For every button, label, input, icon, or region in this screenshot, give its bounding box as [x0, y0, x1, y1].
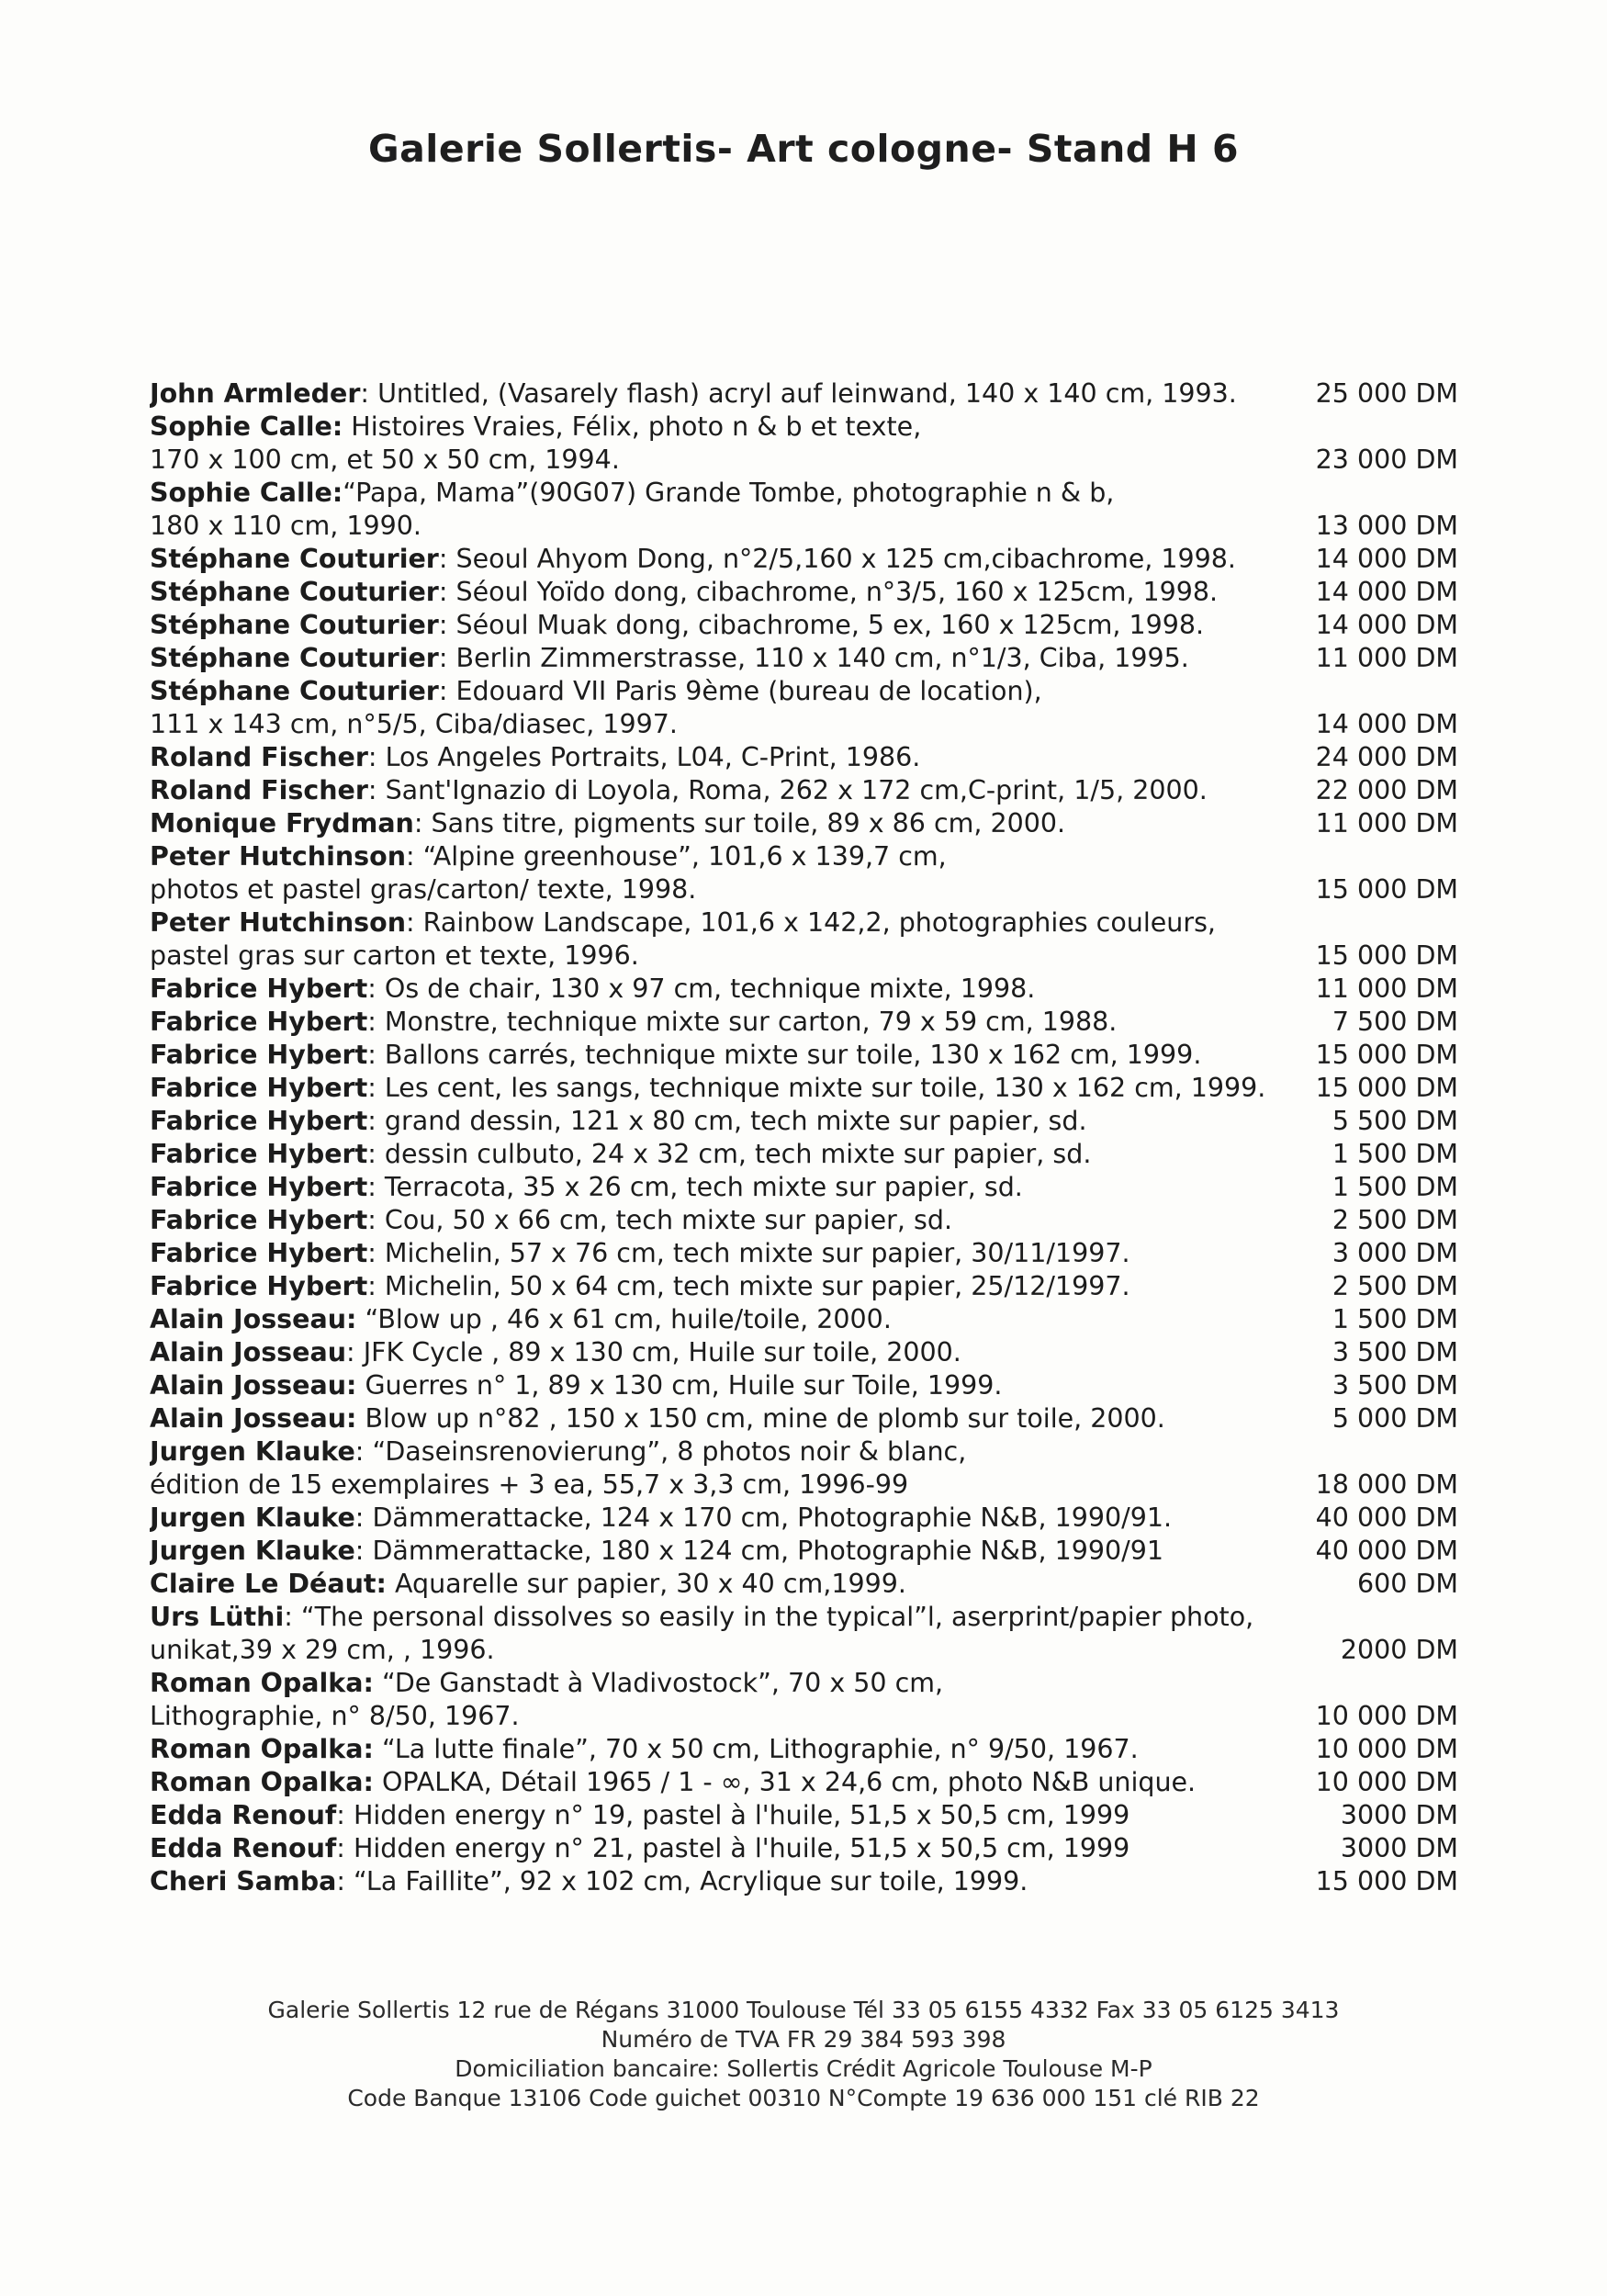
artist-name: Peter Hutchinson	[150, 907, 406, 938]
artist-separator	[374, 1767, 382, 1797]
description-line	[150, 1039, 1293, 1072]
artwork-details: Hidden energy n° 21, pastel à l'huile, 51,5 x 50,5 cm, 1999	[353, 1833, 1130, 1863]
artist-separator: :	[360, 378, 378, 409]
artist-separator: :	[367, 1139, 385, 1169]
artwork-details: Blow up n°82 , 150 x 150 cm, mine de plomb sur toile, 2000.	[365, 1403, 1165, 1434]
artwork-details: Ballons carrés, technique mixte sur toile, 130 x 162 cm, 1999.	[384, 1040, 1202, 1070]
artist-name: Jurgen Klauke	[150, 1503, 355, 1533]
artwork-description	[150, 774, 1293, 807]
artist-name: Stéphane Couturier	[150, 676, 439, 706]
artwork-price: 11 000 DM	[1315, 974, 1458, 1004]
artwork-price: 15 000 DM	[1315, 1866, 1458, 1896]
footer-line: Galerie Sollertis 12 rue de Régans 31000 Toulouse Tél 33 05 6155 4332 Fax 33 05 6125 3413	[267, 1997, 1340, 2023]
artist-name: Sophie Calle:	[150, 411, 343, 442]
artwork-details: “La lutte finale”, 70 x 50 cm, Lithographie, n° 9/50, 1967.	[381, 1734, 1139, 1764]
artwork-details: Michelin, 50 x 64 cm, tech mixte sur papier, 25/12/1997.	[384, 1271, 1130, 1301]
artwork-details: Os de chair, 130 x 97 cm, technique mixte, 1998.	[384, 974, 1036, 1004]
artist-name: Peter Hutchinson	[150, 841, 406, 872]
list-item	[150, 741, 1458, 774]
description-line	[150, 1832, 1293, 1865]
artist-separator	[387, 1569, 395, 1599]
artwork-description	[150, 1171, 1293, 1204]
artwork-price: 3 000 DM	[1332, 1238, 1458, 1268]
artwork-description	[150, 1105, 1293, 1138]
artwork-description	[150, 906, 1293, 973]
description-line	[150, 1105, 1293, 1138]
artwork-description	[150, 973, 1293, 1006]
description-line	[150, 1799, 1293, 1832]
artist-name: Fabrice Hybert	[150, 1106, 368, 1136]
list-item	[150, 543, 1458, 576]
artwork-details: “Alpine greenhouse”, 101,6 x 139,7 cm,	[422, 841, 947, 872]
artwork-price: 2 500 DM	[1332, 1205, 1458, 1235]
artwork-price: 10 000 DM	[1315, 1701, 1458, 1731]
artwork-description	[150, 576, 1293, 609]
artwork-description	[150, 1799, 1293, 1832]
artist-name: Fabrice Hybert	[150, 974, 368, 1004]
artwork-price: 13 000 DM	[1315, 511, 1458, 541]
description-line	[150, 1270, 1293, 1303]
description-line	[150, 609, 1293, 642]
artwork-details: “De Ganstadt à Vladivostock”, 70 x 50 cm,	[381, 1668, 944, 1698]
artwork-description	[150, 1402, 1293, 1435]
description-line	[150, 1138, 1293, 1171]
artwork-details: Berlin Zimmerstrasse, 110 x 140 cm, n°1/3, Ciba, 1995.	[455, 643, 1189, 673]
artwork-price: 7 500 DM	[1332, 1007, 1458, 1037]
artist-name: Roman Opalka:	[150, 1767, 374, 1797]
list-item	[150, 1072, 1458, 1105]
artwork-details: Rainbow Landscape, 101,6 x 142,2, photographies couleurs,	[422, 907, 1216, 938]
artwork-details: OPALKA, Détail 1965 / 1 - ∞, 31 x 24,6 cm, photo N&B unique.	[381, 1767, 1197, 1797]
artwork-details: Séoul Yoïdo dong, cibachrome, n°3/5, 160 x 125cm, 1998.	[455, 577, 1219, 607]
artwork-price: 15 000 DM	[1315, 874, 1458, 905]
description-line	[150, 840, 1293, 873]
artist-name: Alain Josseau:	[150, 1370, 357, 1401]
artwork-description	[150, 1204, 1293, 1237]
artwork-price: 25 000 DM	[1315, 378, 1458, 409]
artist-name: Alain Josseau:	[150, 1403, 357, 1434]
artwork-price: 15 000 DM	[1315, 940, 1458, 971]
artist-name: Alain Josseau:	[150, 1304, 357, 1334]
artwork-price: 15 000 DM	[1315, 1073, 1458, 1103]
list-item	[150, 1138, 1458, 1171]
artwork-details: “La Faillite”, 92 x 102 cm, Acrylique sur toile, 1999.	[354, 1866, 1028, 1896]
artist-name: Jurgen Klauke	[150, 1436, 355, 1467]
artwork-price: 1 500 DM	[1332, 1172, 1458, 1202]
artist-name: Fabrice Hybert	[150, 1139, 368, 1169]
list-item	[150, 1568, 1458, 1601]
artwork-details: Les cent, les sangs, technique mixte sur toile, 130 x 162 cm, 1999.	[384, 1073, 1266, 1103]
artwork-price: 3000 DM	[1340, 1800, 1458, 1830]
artwork-price: 3000 DM	[1340, 1833, 1458, 1863]
artist-separator: :	[336, 1800, 354, 1830]
artist-name: Fabrice Hybert	[150, 1040, 368, 1070]
description-line	[150, 444, 1293, 477]
artwork-description	[150, 1535, 1293, 1568]
list-item	[150, 1303, 1458, 1336]
artist-name: Alain Josseau	[150, 1337, 347, 1367]
artwork-price: 14 000 DM	[1315, 577, 1458, 607]
artist-name: Jurgen Klauke	[150, 1536, 355, 1566]
list-item	[150, 642, 1458, 675]
description-line	[150, 1469, 1293, 1502]
list-item	[150, 1006, 1458, 1039]
artwork-details: Edouard VII Paris 9ème (bureau de location),	[455, 676, 1042, 706]
artwork-details: Lithographie, n° 8/50, 1967.	[150, 1701, 520, 1731]
artist-separator: :	[406, 907, 423, 938]
artwork-details: Hidden energy n° 19, pastel à l'huile, 51,5 x 50,5 cm, 1999	[353, 1800, 1130, 1830]
description-line	[150, 1601, 1293, 1634]
artwork-list	[150, 377, 1458, 1898]
artwork-details: photos et pastel gras/carton/ texte, 1998.	[150, 874, 697, 905]
list-item	[150, 377, 1458, 411]
artwork-price: 3 500 DM	[1332, 1337, 1458, 1367]
description-line	[150, 1700, 1293, 1733]
artwork-description	[150, 377, 1293, 411]
artwork-description	[150, 741, 1293, 774]
artist-separator: :	[438, 544, 456, 574]
artist-name: Edda Renouf	[150, 1833, 337, 1863]
artwork-price: 1 500 DM	[1332, 1304, 1458, 1334]
list-item	[150, 1799, 1458, 1832]
artwork-price: 22 000 DM	[1315, 775, 1458, 805]
artist-separator: :	[336, 1866, 354, 1896]
artist-separator: :	[438, 676, 456, 706]
footer-line: Numéro de TVA FR 29 384 593 398	[601, 2026, 1006, 2053]
artwork-description	[150, 1006, 1293, 1039]
artwork-details: JFK Cycle , 89 x 130 cm, Huile sur toile, 2000.	[363, 1337, 961, 1367]
artist-name: Stéphane Couturier	[150, 643, 439, 673]
list-item	[150, 477, 1458, 543]
description-line	[150, 477, 1293, 510]
artwork-description	[150, 1568, 1293, 1601]
list-item	[150, 1237, 1458, 1270]
artwork-price: 24 000 DM	[1315, 742, 1458, 772]
artwork-description	[150, 1237, 1293, 1270]
artwork-price: 5 500 DM	[1332, 1106, 1458, 1136]
artwork-price: 10 000 DM	[1315, 1734, 1458, 1764]
artist-separator: :	[367, 1106, 385, 1136]
artwork-description	[150, 477, 1293, 543]
artist-separator: :	[367, 1172, 385, 1202]
artwork-description	[150, 1667, 1293, 1733]
description-line	[150, 510, 1293, 543]
artist-separator: :	[284, 1602, 301, 1632]
list-item	[150, 906, 1458, 973]
artwork-details: 180 x 110 cm, 1990.	[150, 511, 421, 541]
list-item	[150, 609, 1458, 642]
description-line	[150, 1634, 1293, 1667]
artwork-description	[150, 543, 1293, 576]
artwork-details: Dämmerattacke, 180 x 124 cm, Photographie N&B, 1990/91	[372, 1536, 1163, 1566]
artist-separator: :	[438, 610, 456, 640]
list-item	[150, 1369, 1458, 1402]
artist-name: Roland Fischer	[150, 742, 368, 772]
artwork-description	[150, 1865, 1293, 1898]
artwork-description	[150, 609, 1293, 642]
artist-separator: :	[367, 1007, 385, 1037]
artist-separator: :	[438, 577, 456, 607]
artwork-description	[150, 840, 1293, 906]
description-line	[150, 1072, 1293, 1105]
artist-name: Monique Frydman	[150, 808, 414, 838]
list-item	[150, 1535, 1458, 1568]
list-item	[150, 1336, 1458, 1369]
artist-name: Stéphane Couturier	[150, 610, 439, 640]
artwork-details: Aquarelle sur papier, 30 x 40 cm,1999.	[395, 1569, 906, 1599]
list-item	[150, 1733, 1458, 1766]
artist-separator	[343, 411, 351, 442]
artwork-description	[150, 1766, 1293, 1799]
artist-name: Edda Renouf	[150, 1800, 337, 1830]
artwork-details: Sans titre, pigments sur toile, 89 x 86 cm, 2000.	[431, 808, 1066, 838]
artwork-price: 600 DM	[1357, 1569, 1458, 1599]
artist-separator: :	[367, 742, 386, 772]
artwork-details: Michelin, 57 x 76 cm, tech mixte sur papier, 30/11/1997.	[384, 1238, 1130, 1268]
artist-name: Roman Opalka:	[150, 1734, 374, 1764]
artwork-price: 3 500 DM	[1332, 1370, 1458, 1401]
artwork-description	[150, 1832, 1293, 1865]
description-line	[150, 1369, 1293, 1402]
list-item	[150, 1435, 1458, 1502]
artist-name: Fabrice Hybert	[150, 1172, 368, 1202]
list-item	[150, 1039, 1458, 1072]
artist-name: Stéphane Couturier	[150, 544, 439, 574]
artwork-price: 18 000 DM	[1315, 1469, 1458, 1500]
artwork-details: édition de 15 exemplaires + 3 ea, 55,7 x 3,3 cm, 1996-99	[150, 1469, 909, 1500]
artwork-details: Dämmerattacke, 124 x 170 cm, Photographie N&B, 1990/91.	[372, 1503, 1173, 1533]
artwork-details: “The personal dissolves so easily in the typical”l, aserprint/papier photo,	[300, 1602, 1254, 1632]
artist-name: Sophie Calle:	[150, 478, 343, 508]
list-item	[150, 576, 1458, 609]
artist-separator: :	[438, 643, 456, 673]
artwork-details: “Daseinsrenovierung”, 8 photos noir & blanc,	[372, 1436, 967, 1467]
list-item	[150, 973, 1458, 1006]
artwork-details: Séoul Muak dong, cibachrome, 5 ex, 160 x 125cm, 1998.	[455, 610, 1205, 640]
list-item	[150, 1502, 1458, 1535]
description-line	[150, 1667, 1293, 1700]
artwork-price: 14 000 DM	[1315, 610, 1458, 640]
list-item	[150, 675, 1458, 741]
description-line	[150, 1865, 1293, 1898]
artist-separator: :	[406, 841, 423, 872]
list-item	[150, 1832, 1458, 1865]
list-item	[150, 807, 1458, 840]
artwork-description	[150, 1502, 1293, 1535]
artwork-details: Terracota, 35 x 26 cm, tech mixte sur papier, sd.	[384, 1172, 1023, 1202]
list-item	[150, 1865, 1458, 1898]
artist-separator	[374, 1668, 382, 1698]
artwork-description	[150, 1336, 1293, 1369]
artist-name: Fabrice Hybert	[150, 1007, 368, 1037]
artwork-description	[150, 675, 1293, 741]
artist-name: Roman Opalka:	[150, 1668, 374, 1698]
artwork-price: 40 000 DM	[1315, 1536, 1458, 1566]
artist-separator: :	[367, 1271, 385, 1301]
artist-separator: :	[413, 808, 432, 838]
artist-name: Stéphane Couturier	[150, 577, 439, 607]
artist-separator: :	[367, 775, 386, 805]
artwork-details: dessin culbuto, 24 x 32 cm, tech mixte sur papier, sd.	[384, 1139, 1092, 1169]
description-line	[150, 1237, 1293, 1270]
artist-name: Roland Fischer	[150, 775, 368, 805]
artwork-price: 1 500 DM	[1332, 1139, 1458, 1169]
list-item	[150, 1105, 1458, 1138]
artist-name: Fabrice Hybert	[150, 1205, 368, 1235]
artwork-description	[150, 1138, 1293, 1171]
artist-name: Claire Le Déaut:	[150, 1569, 387, 1599]
artwork-details: Cou, 50 x 66 cm, tech mixte sur papier, sd.	[384, 1205, 953, 1235]
artist-separator: :	[367, 974, 385, 1004]
artwork-description	[150, 1601, 1293, 1667]
description-line	[150, 708, 1293, 741]
artwork-details: Untitled, (Vasarely flash) acryl auf leinwand, 140 x 140 cm, 1993.	[377, 378, 1237, 409]
artwork-details: Sant'Ignazio di Loyola, Roma, 262 x 172 cm,C-print, 1/5, 2000.	[385, 775, 1208, 805]
description-line	[150, 576, 1293, 609]
description-line	[150, 1336, 1293, 1369]
artwork-details: unikat,39 x 29 cm, , 1996.	[150, 1635, 495, 1665]
description-line	[150, 807, 1293, 840]
list-item	[150, 1601, 1458, 1667]
description-line	[150, 873, 1293, 906]
description-line	[150, 377, 1293, 411]
artist-name: Cheri Samba	[150, 1866, 337, 1896]
artwork-details: Seoul Ahyom Dong, n°2/5,160 x 125 cm,cibachrome, 1998.	[455, 544, 1236, 574]
artwork-price: 11 000 DM	[1315, 808, 1458, 838]
artwork-details: Monstre, technique mixte sur carton, 79 x 59 cm, 1988.	[384, 1007, 1118, 1037]
description-line	[150, 1171, 1293, 1204]
page-title: Galerie Sollertis- Art cologne- Stand H 6	[367, 127, 1240, 171]
list-item	[150, 1171, 1458, 1204]
artwork-details: Los Angeles Portraits, L04, C-Print, 1986.	[385, 742, 921, 772]
description-line	[150, 940, 1293, 973]
artwork-details: Guerres n° 1, 89 x 130 cm, Huile sur Toile, 1999.	[365, 1370, 1003, 1401]
artwork-price: 10 000 DM	[1315, 1767, 1458, 1797]
description-line	[150, 1006, 1293, 1039]
artist-separator	[374, 1734, 382, 1764]
description-line	[150, 675, 1293, 708]
artist-separator: :	[367, 1238, 385, 1268]
list-item	[150, 774, 1458, 807]
artwork-description	[150, 411, 1293, 477]
artwork-description	[150, 642, 1293, 675]
artwork-description	[150, 1435, 1293, 1502]
artist-separator: :	[354, 1436, 373, 1467]
list-item	[150, 1766, 1458, 1799]
artwork-price: 15 000 DM	[1315, 1040, 1458, 1070]
artwork-price: 40 000 DM	[1315, 1503, 1458, 1533]
artwork-price: 11 000 DM	[1315, 643, 1458, 673]
description-line	[150, 642, 1293, 675]
description-line	[150, 1502, 1293, 1535]
artist-separator: :	[336, 1833, 354, 1863]
description-line	[150, 411, 1293, 444]
artwork-details: “Blow up , 46 x 61 cm, huile/toile, 2000.	[365, 1304, 892, 1334]
artist-name: Fabrice Hybert	[150, 1271, 368, 1301]
artwork-description	[150, 807, 1293, 840]
description-line	[150, 774, 1293, 807]
list-item	[150, 840, 1458, 906]
artwork-details: grand dessin, 121 x 80 cm, tech mixte sur papier, sd.	[384, 1106, 1087, 1136]
artwork-description	[150, 1072, 1293, 1105]
description-line	[150, 741, 1293, 774]
description-line	[150, 1766, 1293, 1799]
artist-separator: :	[354, 1536, 373, 1566]
artwork-price: 2000 DM	[1340, 1635, 1458, 1665]
gallery-footer	[0, 1996, 1607, 2113]
artwork-details: Histoires Vraies, Félix, photo n & b et texte,	[351, 411, 922, 442]
list-item	[150, 1270, 1458, 1303]
artist-separator: :	[367, 1073, 385, 1103]
description-line	[150, 1435, 1293, 1469]
artwork-price: 5 000 DM	[1332, 1403, 1458, 1434]
artist-name: Fabrice Hybert	[150, 1238, 368, 1268]
description-line	[150, 906, 1293, 940]
artist-separator: :	[354, 1503, 373, 1533]
list-item	[150, 1402, 1458, 1435]
description-line	[150, 1204, 1293, 1237]
list-item	[150, 411, 1458, 477]
description-line	[150, 1733, 1293, 1766]
list-item	[150, 1667, 1458, 1733]
artwork-description	[150, 1270, 1293, 1303]
artwork-price: 2 500 DM	[1332, 1271, 1458, 1301]
description-line	[150, 1303, 1293, 1336]
description-line	[150, 543, 1293, 576]
artwork-description	[150, 1303, 1293, 1336]
description-line	[150, 1535, 1293, 1568]
artwork-details: “Papa, Mama”(90G07) Grande Tombe, photographie n & b,	[343, 478, 1115, 508]
artist-separator: :	[367, 1040, 385, 1070]
artwork-details: 111 x 143 cm, n°5/5, Ciba/diasec, 1997.	[150, 709, 678, 739]
artist-name: John Armleder	[150, 378, 361, 409]
list-item	[150, 1204, 1458, 1237]
artwork-price: 14 000 DM	[1315, 709, 1458, 739]
artist-separator: :	[346, 1337, 364, 1367]
artist-name: Urs Lüthi	[150, 1602, 285, 1632]
footer-line: Domiciliation bancaire: Sollertis Crédit Agricole Toulouse M-P	[455, 2055, 1152, 2082]
artwork-description	[150, 1039, 1293, 1072]
artwork-description	[150, 1369, 1293, 1402]
artwork-details: pastel gras sur carton et texte, 1996.	[150, 940, 639, 971]
artist-separator: :	[367, 1205, 385, 1235]
artwork-description	[150, 1733, 1293, 1766]
artwork-price: 14 000 DM	[1315, 544, 1458, 574]
footer-line: Code Banque 13106 Code guichet 00310 N°Compte 19 636 000 151 clé RIB 22	[347, 2085, 1260, 2111]
artwork-price: 23 000 DM	[1315, 445, 1458, 475]
artist-name: Fabrice Hybert	[150, 1073, 368, 1103]
description-line	[150, 973, 1293, 1006]
description-line	[150, 1402, 1293, 1435]
artwork-details: 170 x 100 cm, et 50 x 50 cm, 1994.	[150, 445, 620, 475]
description-line	[150, 1568, 1293, 1601]
